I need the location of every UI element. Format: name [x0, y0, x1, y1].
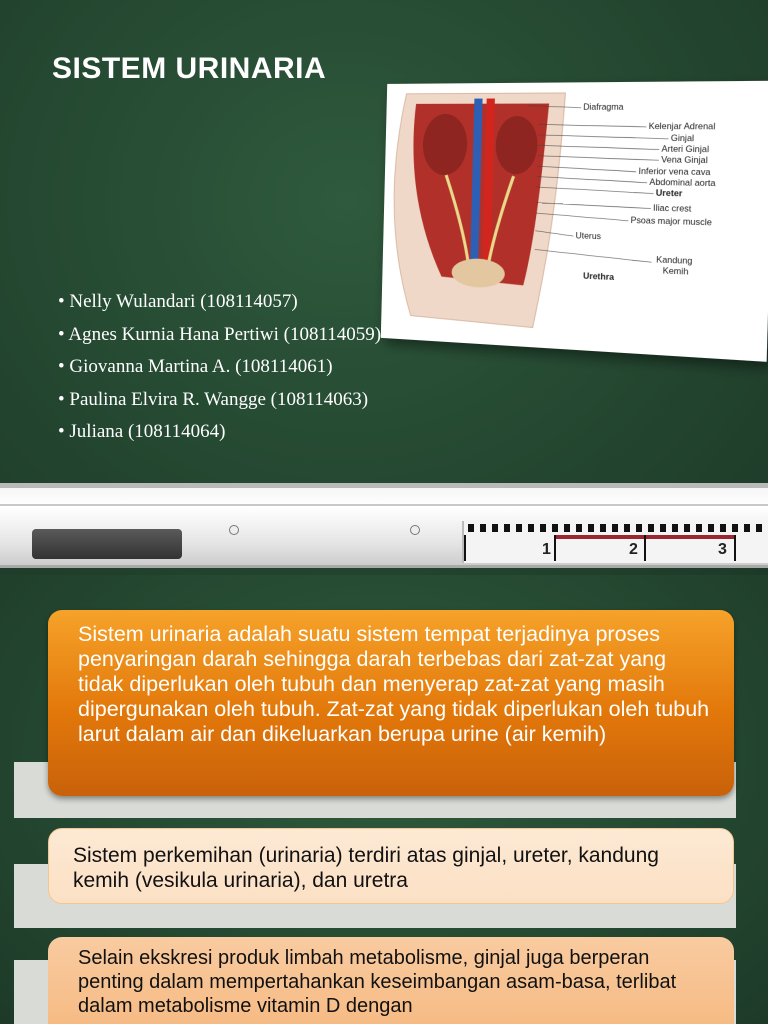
ledge-groove	[0, 504, 768, 506]
screw-icon	[410, 525, 420, 535]
figure-label: Ginjal	[670, 133, 695, 144]
figure-label: Vena Ginjal	[661, 154, 708, 166]
ruler	[462, 521, 768, 563]
figure-label: Uterus	[575, 230, 602, 242]
author-list	[58, 286, 381, 449]
author-item: • Juliana (108114064)	[58, 416, 381, 449]
author-item: • Giovanna Martina A. (108114061)	[58, 351, 381, 384]
author-item: • Agnes Kurnia Hana Pertiwi (108114059)	[58, 319, 381, 352]
screw-icon	[229, 525, 239, 535]
anatomy-illustration	[381, 81, 768, 362]
anatomy-figure	[381, 81, 768, 362]
definition-box: Sistem urinaria adalah suatu sistem tempat terjadinya proses penyaringan darah sehingga darah terbebas dari zat-zat yang tidak diperlukan oleh tubuh dan menyerap zat-zat yang masih dipergunakan oleh tubuh. Zat-zat yang tidak diperlukan oleh tubuh larut dalam air dan dikeluarkan berupa urine (air kemih)	[48, 610, 734, 796]
figure-label: Urethra	[582, 271, 615, 283]
eraser	[32, 529, 182, 559]
figure-label: Inferior vena cava	[638, 166, 711, 178]
author-item: • Nelly Wulandari (108114057)	[58, 286, 381, 319]
components-box: Sistem perkemihan (urinaria) terdiri atas ginjal, ureter, kandung kemih (vesikula urinaria), dan uretra	[48, 828, 734, 904]
figure-label: Ureter	[655, 188, 683, 199]
figure-label: Arteri Ginjal	[661, 144, 710, 155]
figure-label: Diafragma	[583, 102, 624, 112]
figure-label: Kemih	[662, 265, 689, 277]
ruler-number: 2	[629, 541, 638, 558]
figure-label: Psoas major muscle	[630, 215, 713, 228]
author-item: • Paulina Elvira R. Wangge (108114063)	[58, 384, 381, 417]
slide-title-heading: SISTEM URINARIA	[52, 52, 327, 85]
figure-label: Kandung	[656, 254, 693, 267]
ruler-number: 1	[542, 541, 551, 558]
ruler-number: 3	[718, 541, 727, 558]
slide-definition	[0, 575, 768, 1024]
figure-label: Kelenjar Adrenal	[648, 121, 716, 132]
function-box: Selain ekskresi produk limbah metabolisme, ginjal juga berperan penting dalam mempertahankan keseimbangan asam-basa, terlibat dalam metabolisme vitamin D dengan	[48, 937, 734, 1024]
figure-label: Iliac crest	[653, 203, 692, 214]
figure-label: Abdominal aorta	[649, 177, 716, 189]
